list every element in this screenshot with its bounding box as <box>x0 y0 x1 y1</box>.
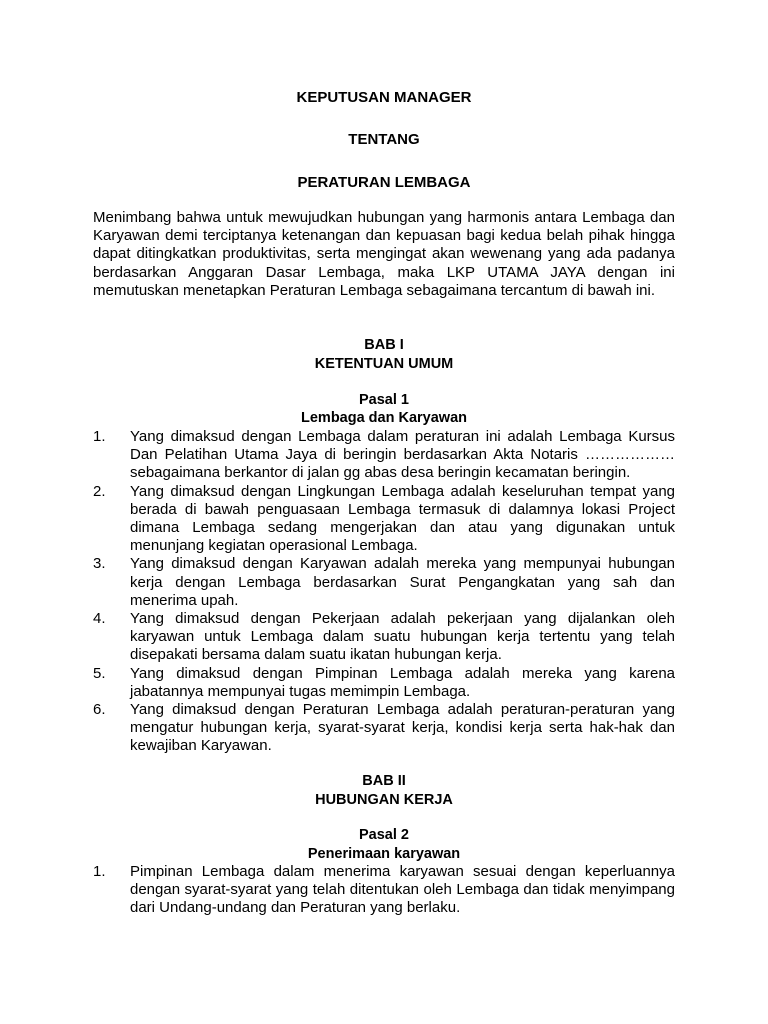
list-item <box>93 863 675 918</box>
list-item <box>93 483 675 556</box>
list-item-text: Yang dimaksud dengan Karyawan adalah mereka yang mempunyai hubungan kerja dengan Lembaga berdasarkan Surat Pengangkatan yang sah dan menerima upah. <box>130 555 675 609</box>
list-item-text: Pimpinan Lembaga dalam menerima karyawan sesuai dengan keperluannya dengan syarat-syarat yang telah ditentukan oleh Lembaga dan tidak menyimpang dari Undang-undang dan Peraturan yang berlaku. <box>130 863 675 917</box>
list-item-number: 4. <box>93 610 106 628</box>
document-subtitle-peraturan: PERATURAN LEMBAGA <box>297 174 471 191</box>
pasal-1-list <box>93 428 675 756</box>
bab-2-title: HUBUNGAN KERJA <box>315 792 453 808</box>
list-item-number: 3. <box>93 555 106 573</box>
pasal-2-label: Pasal 2 <box>359 827 409 843</box>
document-title: KEPUTUSAN MANAGER <box>296 89 472 106</box>
list-item <box>93 428 675 483</box>
bab-1-title: KETENTUAN UMUM <box>314 356 454 372</box>
list-item-number: 6. <box>93 701 106 719</box>
pasal-2-list <box>93 863 675 918</box>
bab-2-label: BAB II <box>362 773 406 789</box>
list-item-number: 5. <box>93 664 106 682</box>
document-subtitle-tentang: TENTANG <box>348 131 420 148</box>
list-item-text: Yang dimaksud dengan Lingkungan Lembaga adalah keseluruhan tempat yang berada di bawah penguasaan Lembaga termasuk di dalamnya lokasi Project dimana Lembaga sedang mengerjakan dan atau yang digunakan untuk menunjang kegiatan operasional Lembaga. <box>130 482 675 555</box>
list-item-text: Yang dimaksud dengan Pekerjaan adalah pekerjaan yang dijalankan oleh karyawan untuk Lembaga dalam suatu hubungan kerja tertentu yang telah disepakati bersama dalam suatu ikatan hubungan kerja. <box>130 610 675 664</box>
list-item-number: 1. <box>93 428 106 445</box>
pasal-1-label: Pasal 1 <box>359 392 409 408</box>
list-item-text: Yang dimaksud dengan Peraturan Lembaga adalah peraturan-peraturan yang mengatur hubungan kerja, syarat-syarat kerja, kondisi kerja serta hak-hak dan kewajiban Karyawan. <box>130 701 675 755</box>
list-item <box>93 665 675 701</box>
list-item-text: Yang dimaksud dengan Pimpinan Lembaga adalah mereka yang karena jabatannya mempunyai tugas memimpin Lembaga. <box>130 664 675 700</box>
pasal-2-title: Penerimaan karyawan <box>307 846 461 862</box>
list-item <box>93 701 675 756</box>
list-item-number: 1. <box>93 863 106 880</box>
pasal-1-title: Lembaga dan Karyawan <box>301 410 467 426</box>
intro-paragraph: Menimbang bahwa untuk mewujudkan hubungan yang harmonis antara Lembaga dan Karyawan demi terciptanya ketenangan dan kepuasan bagi kedua belah pihak hingga dapat ditingkatkan produktivitas, serta mengingat akan wewenang yang ada padanya berdasarkan Anggaran Dasar Lembaga, maka LKP UTAMA JAYA dengan ini memutuskan menetapkan Peraturan Lembaga sebagaimana tercantum di bawah ini. <box>93 209 675 299</box>
list-item <box>93 610 675 665</box>
bab-1-label: BAB I <box>364 337 404 353</box>
list-item-text: Yang dimaksud dengan Lembaga dalam peraturan ini adalah Lembaga Kursus Dan Pelatihan Utama Jaya di beringin berdasarkan Akta Notaris ……………… sebagaimana berkantor di jalan gg abas desa beringin kecamatan beringin. <box>130 428 675 482</box>
list-item-number: 2. <box>93 482 106 500</box>
list-item <box>93 555 675 610</box>
